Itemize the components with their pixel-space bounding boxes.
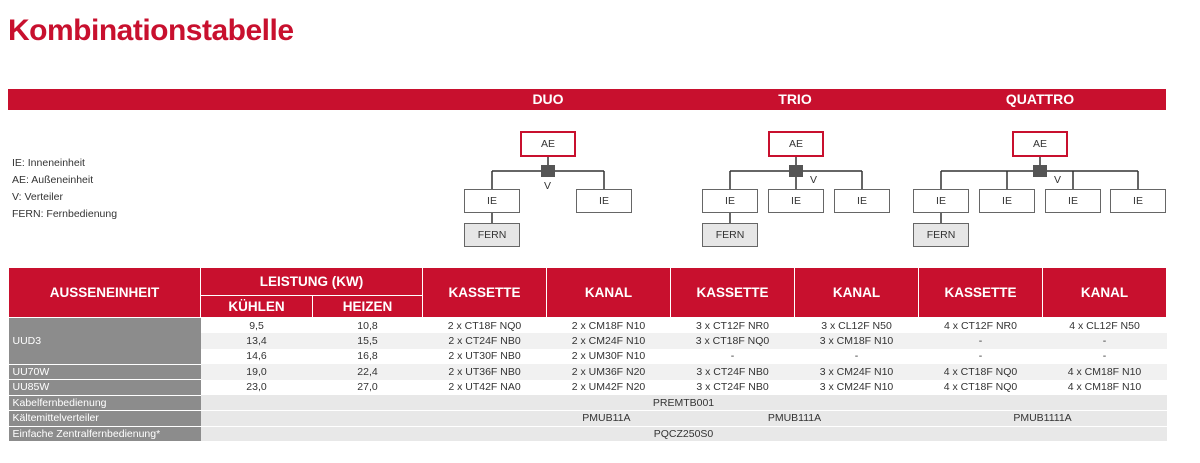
config-label-trio: TRIO xyxy=(778,91,812,107)
table-cell: 3 x CM24F N10 xyxy=(795,364,919,380)
node-ie: IE xyxy=(1045,189,1101,213)
model-cell: UUD3 xyxy=(9,318,201,365)
node-ae: AE xyxy=(1012,131,1068,157)
distributor-icon xyxy=(541,165,555,177)
distributor-icon xyxy=(1033,165,1047,177)
table-cell: 2 x CT24F NB0 xyxy=(423,333,547,349)
header-outdoor-unit: AUSSENEINHEIT xyxy=(9,268,201,318)
header-duo-cassette: KASSETTE xyxy=(423,268,547,318)
accessory-row xyxy=(9,411,1167,427)
table-cell: 3 x CT24F NB0 xyxy=(671,380,795,396)
node-ie: IE xyxy=(464,189,520,213)
node-v-label: V xyxy=(544,180,552,192)
header-quattro-cassette: KASSETTE xyxy=(919,268,1043,318)
node-ie: IE xyxy=(1110,189,1166,213)
table-cell: 3 x CT12F NR0 xyxy=(671,318,795,334)
table-cell: 3 x CT18F NQ0 xyxy=(671,333,795,349)
table-cell: 13,4 xyxy=(201,333,313,349)
accessory-value-quattro: PMUB1111A xyxy=(919,411,1167,427)
model-cell: UU70W xyxy=(9,364,201,380)
table-cell: 15,5 xyxy=(313,333,423,349)
table-cell: - xyxy=(671,349,795,365)
accessory-value-duo: PMUB11A xyxy=(201,411,671,427)
accessory-value: PREMTB001 xyxy=(201,395,1167,411)
table-cell: 2 x UM30F N10 xyxy=(547,349,671,365)
config-header-bar xyxy=(8,89,1166,110)
table-cell: 23,0 xyxy=(201,380,313,396)
table-cell: 2 x CM18F N10 xyxy=(547,318,671,334)
table-cell: 3 x CM24F N10 xyxy=(795,380,919,396)
table-cell: 4 x CM18F N10 xyxy=(1043,380,1167,396)
table-cell: - xyxy=(795,349,919,365)
table-cell: 3 x CT24F NB0 xyxy=(671,364,795,380)
table-cell: - xyxy=(919,349,1043,365)
table-cell: 4 x CT12F NR0 xyxy=(919,318,1043,334)
system-diagrams xyxy=(0,112,1200,262)
table-cell: 2 x CT18F NQ0 xyxy=(423,318,547,334)
page-title: Kombinationstabelle xyxy=(8,14,294,47)
table-cell: 2 x UT30F NB0 xyxy=(423,349,547,365)
table-cell: 3 x CL12F N50 xyxy=(795,318,919,334)
accessory-label: Kältemittelverteiler xyxy=(9,411,201,427)
node-ie: IE xyxy=(702,189,758,213)
node-fern: FERN xyxy=(702,223,758,247)
legend-item-ae: AE: Außeneinheit xyxy=(12,174,94,186)
table-cell: 2 x UM42F N20 xyxy=(547,380,671,396)
header-capacity: LEISTUNG (KW) xyxy=(201,268,423,296)
node-ie: IE xyxy=(979,189,1035,213)
table-cell: 4 x CM18F N10 xyxy=(1043,364,1167,380)
combination-table xyxy=(8,267,1167,442)
table-cell: 16,8 xyxy=(313,349,423,365)
accessory-value-trio: PMUB111A xyxy=(671,411,919,427)
table-cell: 4 x CL12F N50 xyxy=(1043,318,1167,334)
model-cell: UU85W xyxy=(9,380,201,396)
table-cell: 3 x CM18F N10 xyxy=(795,333,919,349)
table-cell: 27,0 xyxy=(313,380,423,396)
header-cooling: KÜHLEN xyxy=(201,296,313,318)
accessory-label: Kabelfernbedienung xyxy=(9,395,201,411)
header-duo-duct: KANAL xyxy=(547,268,671,318)
table-cell: 4 x CT18F NQ0 xyxy=(919,364,1043,380)
accessory-row xyxy=(9,395,1167,411)
table-cell: 10,8 xyxy=(313,318,423,334)
node-ie: IE xyxy=(913,189,969,213)
header-trio-duct: KANAL xyxy=(795,268,919,318)
accessory-value: PQCZ250S0 xyxy=(201,426,1167,442)
legend-item-v: V: Verteiler xyxy=(12,191,63,203)
config-label-duo: DUO xyxy=(532,91,564,107)
distributor-icon xyxy=(789,165,803,177)
accessory-label: Einfache Zentralfernbedienung* xyxy=(9,426,201,442)
table-cell: - xyxy=(919,333,1043,349)
node-ie: IE xyxy=(576,189,632,213)
node-ae: AE xyxy=(768,131,824,157)
node-ie: IE xyxy=(768,189,824,213)
table-cell: - xyxy=(1043,349,1167,365)
table-cell: 2 x UT36F NB0 xyxy=(423,364,547,380)
node-ie: IE xyxy=(834,189,890,213)
table-cell: 2 x UM36F N20 xyxy=(547,364,671,380)
legend-item-fern: FERN: Fernbedienung xyxy=(12,208,118,220)
table-cell: 19,0 xyxy=(201,364,313,380)
node-v-label: V xyxy=(1054,174,1062,186)
table-row xyxy=(9,318,1167,334)
header-heating: HEIZEN xyxy=(313,296,423,318)
node-fern: FERN xyxy=(913,223,969,247)
node-ae: AE xyxy=(520,131,576,157)
table-cell: 4 x CT18F NQ0 xyxy=(919,380,1043,396)
node-fern: FERN xyxy=(464,223,520,247)
legend-item-ie: IE: Inneneinheit xyxy=(12,157,85,169)
table-cell: 14,6 xyxy=(201,349,313,365)
table-row xyxy=(9,380,1167,396)
table-cell: 22,4 xyxy=(313,364,423,380)
config-label-quattro: QUATTRO xyxy=(1005,91,1075,107)
table-cell: 9,5 xyxy=(201,318,313,334)
header-quattro-duct: KANAL xyxy=(1043,268,1167,318)
header-trio-cassette: KASSETTE xyxy=(671,268,795,318)
table-row xyxy=(9,364,1167,380)
table-cell: 2 x CM24F N10 xyxy=(547,333,671,349)
table-cell: - xyxy=(1043,333,1167,349)
accessory-row xyxy=(9,426,1167,442)
node-v-label: V xyxy=(810,174,818,186)
table-cell: 2 x UT42F NA0 xyxy=(423,380,547,396)
